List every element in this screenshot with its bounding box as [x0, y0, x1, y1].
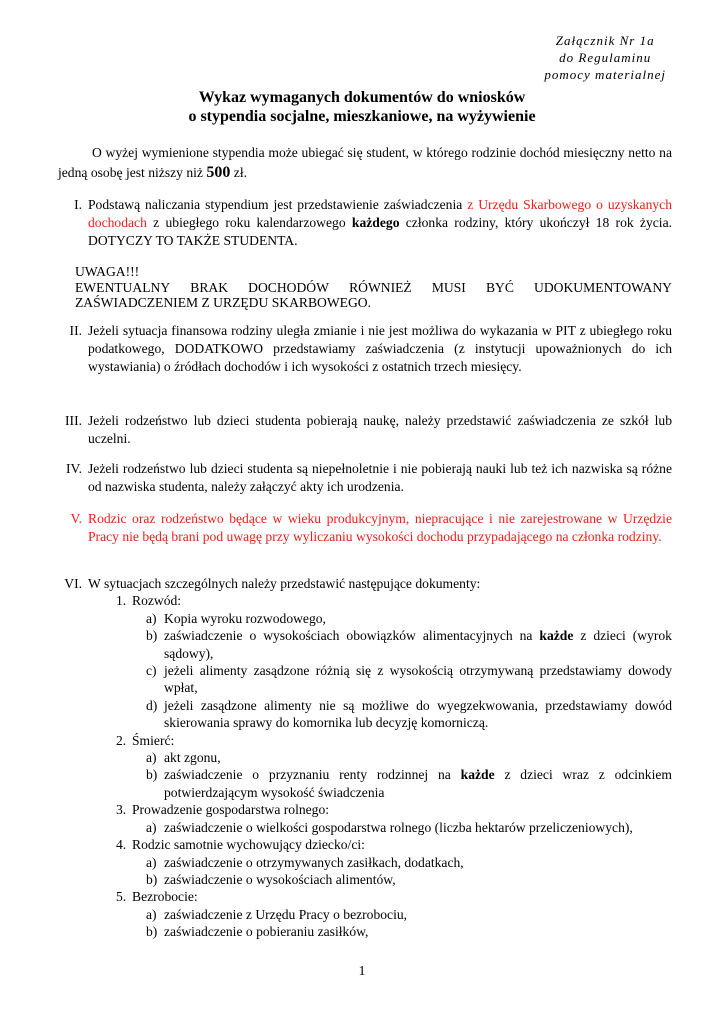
sub-item-text: zaświadczenie z Urzędu Pracy o bezrobociu, [164, 906, 408, 922]
attachment-line: do Regulaminu [559, 50, 652, 65]
section-text [88, 196, 672, 250]
warning-word: BRAK [190, 279, 229, 295]
list-item-single-parent [116, 836, 672, 888]
section-text [88, 575, 672, 941]
intro-text: O wyżej wymienione stypendia może ubiegać się student, w którego rodzinie dochód miesięczny netto na jedną osobę jest niższy niż [58, 145, 672, 180]
sub-item-letter: a) [146, 906, 157, 922]
warning-title: UWAGA!!! [75, 264, 140, 279]
income-amount: 500 [206, 164, 231, 181]
warning-word: DOCHODÓW [248, 279, 329, 295]
section-text: Jeżeli rodzeństwo lub dzieci studenta pobierają naukę, należy przedstawić zaświadczenia ze szkół lub uczelni. [88, 413, 672, 446]
sub-item-text: zaświadczenie o otrzymywanych zasiłkach, dodatkach, [164, 854, 464, 870]
warning-word: MUSI [431, 279, 466, 295]
title-line: Wykaz wymaganych dokumentów do wniosków [198, 89, 526, 106]
sub-item-letter: a) [146, 610, 157, 626]
sub-item-text: jeżeli alimenty zasądzone różnią się z wysokością otrzymywaną przedstawiamy dowody wpłat, [164, 663, 672, 696]
sub-item-text: Kopia wyroku rozwodowego, [164, 610, 326, 626]
list-item-farm [116, 801, 672, 836]
list-item-death [116, 732, 672, 802]
sub-item-letter: b) [146, 871, 158, 887]
bold-each: każdego [351, 215, 400, 230]
warning-block [75, 264, 672, 311]
document-title [0, 88, 724, 126]
sub-item [146, 766, 672, 801]
sub-item [146, 854, 672, 871]
section-number: IV. [66, 461, 82, 476]
attachment-note [544, 32, 666, 83]
item-title: Bezrobocie: [132, 889, 198, 905]
sub-item-text: akt zgonu, [164, 750, 221, 766]
sub-item-letter: b) [146, 924, 158, 940]
text-span: zaświadczenie o przyznaniu renty rodzinnej na [164, 767, 451, 783]
item-title: Prowadzenie gospodarstwa rolnego: [132, 802, 330, 818]
sub-item-letter: d) [146, 697, 158, 713]
attachment-line: Załącznik Nr 1a [555, 33, 655, 48]
section-text: Rodzic oraz rodzeństwo będące w wieku produkcyjnym, niepracujące i nie zarejestrowane w Urzędzie Pracy nie będą brani pod uwagę przy wyliczaniu wysokości dochodu przypadającego na członka rodziny. [88, 511, 672, 544]
sub-item-letter: a) [146, 854, 157, 870]
sub-item-letter: b) [146, 767, 158, 783]
item-title: Rozwód: [132, 593, 182, 609]
sub-item [146, 871, 672, 888]
section-number: II. [69, 323, 82, 338]
warning-line [75, 280, 672, 296]
item-title: Śmierć: [132, 732, 175, 748]
sub-item [146, 610, 672, 627]
bold-each: każde [460, 767, 495, 783]
sub-item [146, 906, 672, 923]
item-number: 4. [116, 837, 127, 853]
item-number: 1. [116, 593, 127, 609]
intro-currency: zł. [233, 165, 247, 180]
sub-item-text: zaświadczenie o wysokościach alimentów, [164, 871, 396, 887]
list-item-divorce [116, 592, 672, 731]
list-item-unemployment [116, 888, 672, 940]
sub-item [146, 697, 672, 732]
item-number: 5. [116, 889, 127, 905]
text-span: z dzieci wraz z odcinkiem potwierdzającym wysokość świadczenia [164, 767, 672, 800]
intro-paragraph [58, 143, 672, 183]
sub-item-text: jeżeli zasądzone alimenty nie są możliwe do wyegzekwowania, przedstawiamy dowód skierowania sprawy do komornika lub decyzję komorniczą. [164, 697, 672, 731]
text-span: zaświadczenie o wysokościach obowiązków alimentacyjnych na [164, 628, 533, 644]
sub-item [146, 749, 672, 766]
section-number: VI. [64, 576, 82, 591]
warning-word: RÓWNIEŻ [349, 279, 412, 295]
sub-item [146, 662, 672, 697]
sub-item-text: zaświadczenie o wielkości gospodarstwa rolnego (liczba hektarów przeliczeniowych), [164, 819, 633, 835]
warning-line: ZAŚWIADCZENIEM Z URZĘDU SKARBOWEGO. [75, 295, 372, 310]
tax-office-highlight: z Urzędu Skarbowego o uzyskanych dochodach [88, 197, 672, 230]
warning-word: BYĆ [485, 279, 514, 295]
item-number: 3. [116, 802, 127, 818]
text-span: członka rodziny, który ukończył 18 rok życia. DOTYCZY TO TAKŻE STUDENTA. [88, 215, 673, 248]
text-span: z dzieci (wyrok sądowy), [164, 628, 672, 661]
text-span: Podstawą naliczania stypendium jest przedstawienie zaświadczenia [88, 197, 463, 212]
warning-word: UDOKUMENTOWANY [534, 279, 672, 295]
sub-item-letter: a) [146, 819, 157, 835]
title-line: o stypendia socjalne, mieszkaniowe, na wyżywienie [188, 108, 536, 125]
item-title: Rodzic samotnie wychowujący dziecko/ci: [132, 837, 365, 853]
attachment-line: pomocy materialnej [544, 67, 666, 82]
warning-word: EWENTUALNY [75, 279, 171, 295]
sub-item-letter: c) [146, 663, 157, 679]
sub-item-text [164, 766, 672, 801]
sub-item-letter: a) [146, 750, 157, 766]
sub-item-letter: b) [146, 628, 158, 644]
sub-item-text: zaświadczenie o pobieraniu zasiłków, [164, 924, 369, 940]
sub-item-text [164, 627, 672, 662]
section-intro: W sytuacjach szczególnych należy przedstawić następujące dokumenty: [88, 576, 481, 591]
section-number: V. [70, 511, 82, 526]
item-number: 2. [116, 732, 127, 748]
section-number: I. [74, 197, 82, 212]
text-span: z ubiegłego roku kalendarzowego [153, 215, 346, 230]
bold-each: każde [539, 628, 574, 644]
section-text: Jeżeli sytuacja finansowa rodziny uległa zmianie i nie jest możliwa do wykazania w PIT z ubiegłego roku podatkowego, DODATKOWO przedstawiamy zaświadczenia (z instytucji upoważnionych do ich wystawiania) o źródłach dochodów i ich wysokości z ostatnich trzech miesięcy. [88, 323, 672, 374]
sub-item [146, 923, 672, 940]
sub-item [146, 819, 672, 836]
section-number: III. [65, 413, 82, 428]
sub-item [146, 627, 672, 662]
section-text: Jeżeli rodzeństwo lub dzieci studenta są niepełnoletnie i nie pobierają nauki lub też ich nazwiska są różne od nazwiska studenta, należy załączyć akty ich urodzenia. [88, 461, 672, 494]
page-number: 1 [358, 964, 366, 979]
